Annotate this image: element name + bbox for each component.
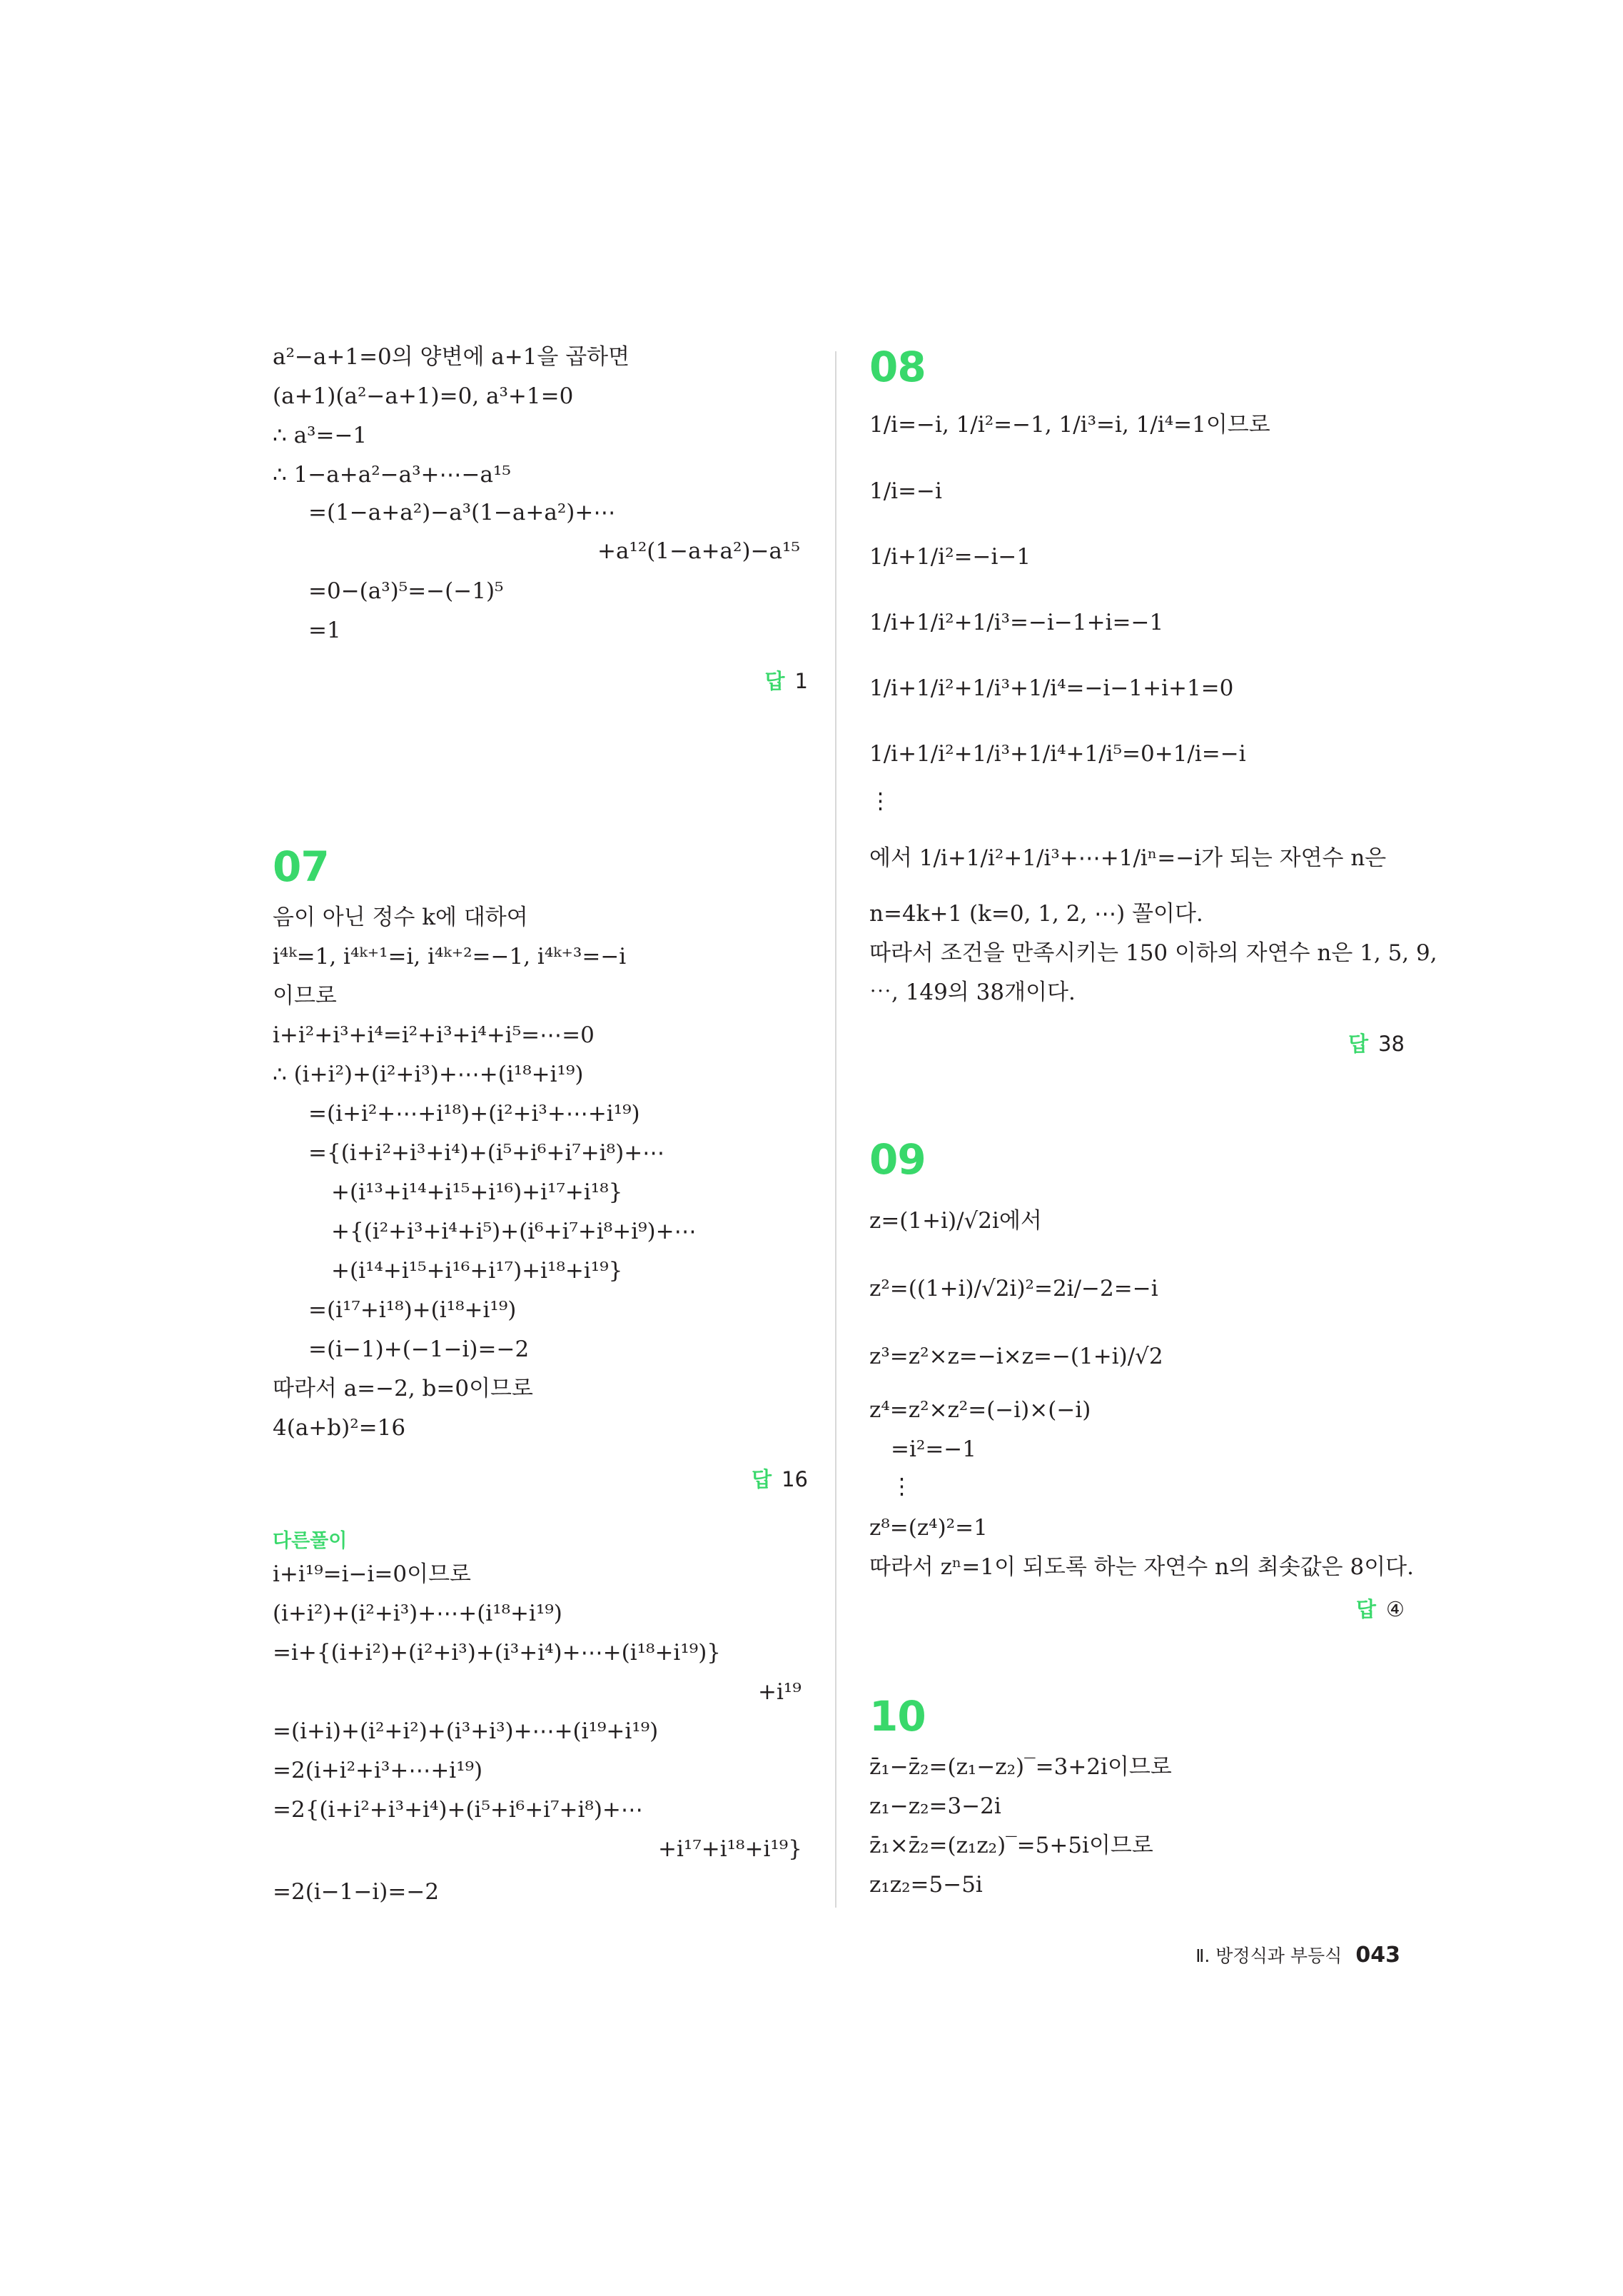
intro-line-8: =1: [308, 618, 341, 643]
column-divider: [835, 351, 836, 1908]
q07-line-14: 4(a+b)²=16: [273, 1415, 406, 1441]
answer-value: ④: [1386, 1597, 1405, 1621]
q07-line-11: =(i¹⁷+i¹⁸)+(i¹⁸+i¹⁹): [308, 1297, 517, 1323]
intro-line-1: a²−a+1=0의 양변에 a+1을 곱하면: [273, 344, 630, 370]
q07-line-4: i+i²+i³+i⁴=i²+i³+i⁴+i⁵=⋯=0: [273, 1022, 595, 1048]
q08-line-10: 따라서 조건을 만족시키는 150 이하의 자연수 n은 1, 5, 9,: [869, 940, 1437, 966]
alt-solution-label: 다른풀이: [273, 1530, 348, 1552]
answer-intro: [765, 665, 808, 695]
q09-line-7: z⁸=(z⁴)²=1: [869, 1515, 988, 1541]
answer-08: [1348, 1028, 1405, 1057]
intro-line-2: (a+1)(a²−a+1)=0, a³+1=0: [273, 383, 574, 409]
q10-line-2: z₁−z₂=3−2i: [869, 1793, 1001, 1819]
q07-line-3: 이므로: [273, 983, 337, 1009]
q09-line-2: z²=((1+i)/√2i)²=2i/−2=−i: [869, 1276, 1158, 1301]
q07-line-12: =(i−1)+(−1−i)=−2: [308, 1336, 530, 1362]
q07-line-7: ={(i+i²+i³+i⁴)+(i⁵+i⁶+i⁷+i⁸)+⋯: [308, 1140, 665, 1166]
q07-line-2: i⁴ᵏ=1, i⁴ᵏ⁺¹=i, i⁴ᵏ⁺²=−1, i⁴ᵏ⁺³=−i: [273, 944, 627, 970]
answer-09: [1356, 1593, 1405, 1623]
intro-line-5: =(1−a+a²)−a³(1−a+a²)+⋯: [308, 500, 616, 525]
alt-line-1: i+i¹⁹=i−i=0이므로: [273, 1561, 471, 1587]
q07-line-9: +{(i²+i³+i⁴+i⁵)+(i⁶+i⁷+i⁸+i⁹)+⋯: [331, 1219, 697, 1244]
answer-07: [752, 1464, 808, 1493]
q08-line-6: 1/i+1/i²+1/i³+1/i⁴+1/i⁵=0+1/i=−i: [869, 741, 1246, 767]
q07-line-5: ∴ (i+i²)+(i²+i³)+⋯+(i¹⁸+i¹⁹): [273, 1062, 584, 1087]
page-number: 043: [1355, 1943, 1400, 1968]
alt-line-8: +i¹⁷+i¹⁸+i¹⁹}: [658, 1836, 802, 1862]
q09-line-6: ⋮: [891, 1474, 913, 1499]
question-number-07: 07: [273, 842, 329, 891]
answer-tag: 답: [752, 1467, 772, 1491]
answer-value: 16: [782, 1467, 808, 1491]
q10-line-1: z̄₁−z̄₂=(z₁−z₂)‾=3+2i이므로: [869, 1754, 1172, 1780]
q09-line-8: 따라서 zⁿ=1이 되도록 하는 자연수 n의 최솟값은 8이다.: [869, 1554, 1414, 1580]
alt-line-6: =2(i+i²+i³+⋯+i¹⁹): [273, 1758, 483, 1783]
q08-line-9: n=4k+1 (k=0, 1, 2, ⋯) 꼴이다.: [869, 901, 1203, 927]
q07-line-6: =(i+i²+⋯+i¹⁸)+(i²+i³+⋯+i¹⁹): [308, 1101, 640, 1127]
answer-value: 38: [1378, 1032, 1405, 1056]
q07-line-13: 따라서 a=−2, b=0이므로: [273, 1376, 533, 1401]
question-number-10: 10: [869, 1692, 926, 1741]
q09-line-4: z⁴=z²×z²=(−i)×(−i): [869, 1397, 1091, 1423]
q07-line-1: 음이 아닌 정수 k에 대하여: [273, 905, 528, 930]
alt-line-3: =i+{(i+i²)+(i²+i³)+(i³+i⁴)+⋯+(i¹⁸+i¹⁹)}: [273, 1640, 722, 1666]
q08-line-1: 1/i=−i, 1/i²=−1, 1/i³=i, 1/i⁴=1이므로: [869, 412, 1270, 438]
intro-line-6: +a¹²(1−a+a²)−a¹⁵: [597, 538, 800, 564]
q08-line-11: ⋯, 149의 38개이다.: [869, 980, 1076, 1005]
alt-line-5: =(i+i)+(i²+i²)+(i³+i³)+⋯+(i¹⁹+i¹⁹): [273, 1718, 659, 1744]
intro-line-7: =0−(a³)⁵=−(−1)⁵: [308, 578, 504, 604]
q08-line-7: ⋮: [869, 788, 891, 814]
alt-line-2: (i+i²)+(i²+i³)+⋯+(i¹⁸+i¹⁹): [273, 1601, 562, 1626]
alt-line-4: +i¹⁹: [758, 1679, 802, 1705]
answer-tag: 답: [764, 669, 785, 693]
q08-line-2: 1/i=−i: [869, 478, 942, 504]
question-number-08: 08: [869, 343, 926, 391]
chapter-title: Ⅱ. 방정식과 부등식: [1195, 1945, 1343, 1966]
answer-value: 1: [794, 669, 808, 693]
intro-line-4: ∴ 1−a+a²−a³+⋯−a¹⁵: [273, 462, 511, 488]
q07-line-10: +(i¹⁴+i¹⁵+i¹⁶+i¹⁷)+i¹⁸+i¹⁹}: [331, 1258, 623, 1284]
alt-line-7: =2{(i+i²+i³+i⁴)+(i⁵+i⁶+i⁷+i⁸)+⋯: [273, 1797, 643, 1823]
q08-line-8: 에서 1/i+1/i²+1/i³+⋯+1/iⁿ=−i가 되는 자연수 n은: [869, 845, 1387, 871]
q07-line-8: +(i¹³+i¹⁴+i¹⁵+i¹⁶)+i¹⁷+i¹⁸}: [331, 1179, 623, 1205]
answer-tag: 답: [1348, 1032, 1369, 1056]
question-number-09: 09: [869, 1135, 926, 1184]
page-footer: [1195, 1942, 1400, 1968]
q10-line-4: z₁z₂=5−5i: [869, 1872, 983, 1898]
intro-line-3: ∴ a³=−1: [273, 423, 368, 448]
q10-line-3: z̄₁×z̄₂=(z₁z₂)‾=5+5i이므로: [869, 1833, 1153, 1858]
q09-line-1: z=(1+i)/√2i에서: [869, 1208, 1042, 1234]
answer-tag: 답: [1355, 1597, 1376, 1621]
alt-line-9: =2(i−1−i)=−2: [273, 1879, 440, 1905]
q08-line-5: 1/i+1/i²+1/i³+1/i⁴=−i−1+i+1=0: [869, 675, 1234, 701]
q09-line-3: z³=z²×z=−i×z=−(1+i)/√2: [869, 1344, 1163, 1369]
q08-line-4: 1/i+1/i²+1/i³=−i−1+i=−1: [869, 610, 1164, 635]
q09-line-5: =i²=−1: [891, 1436, 976, 1462]
q08-line-3: 1/i+1/i²=−i−1: [869, 544, 1031, 570]
